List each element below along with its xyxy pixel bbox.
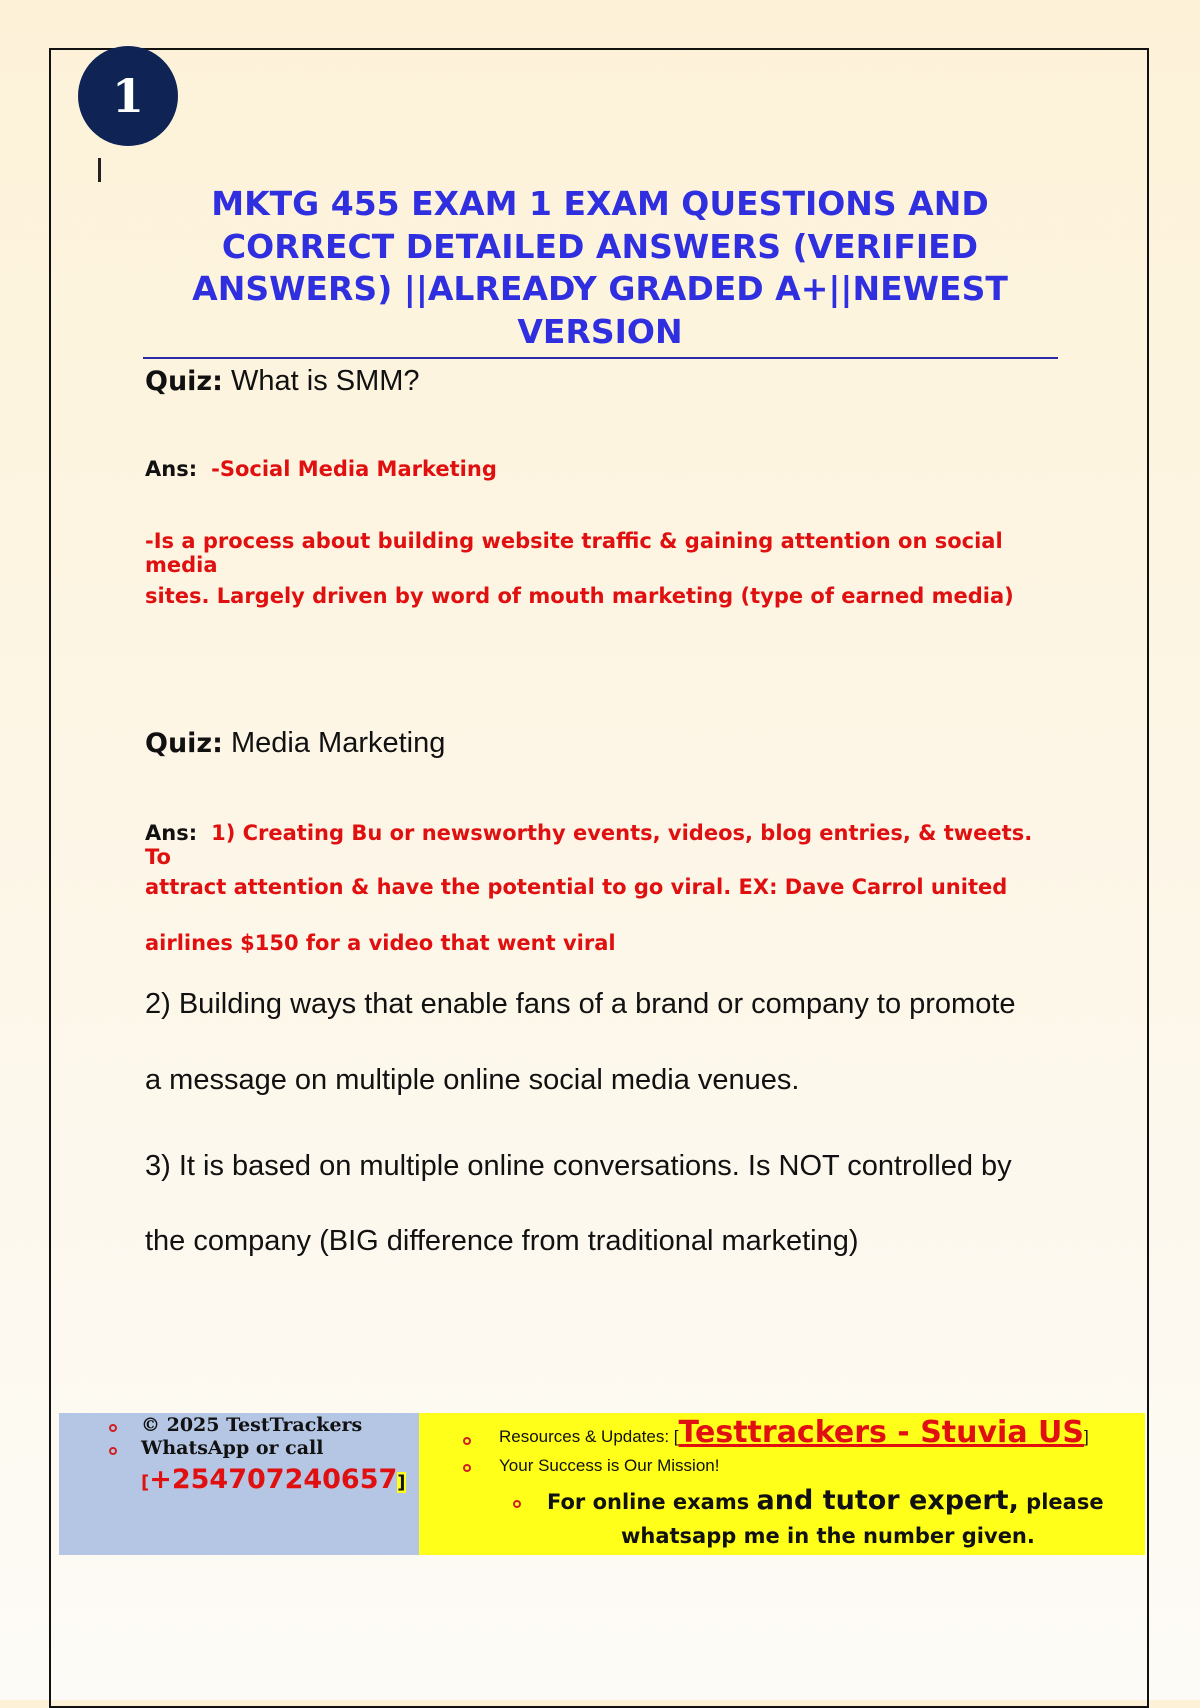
bullet-icon xyxy=(463,1464,471,1472)
footer-phone[interactable] xyxy=(141,1464,406,1495)
page-number-badge xyxy=(78,46,178,146)
answer-2-text-1: 1) Creating Bu or newsworthy events, videos, blog entries, & tweets. To xyxy=(145,821,1033,869)
answer-1-text-1: -Social Media Marketing xyxy=(211,457,497,481)
resources-bracket-close: ] xyxy=(1084,1427,1089,1446)
quiz-prefix: Quiz: xyxy=(145,366,223,397)
answer-1-line-2: -Is a process about building website traffic & gaining attention on social media xyxy=(145,529,1003,577)
promo-text-b: and tutor expert, xyxy=(756,1485,1019,1516)
answer-2-line-2: attract attention & have the potential to go viral. EX: Dave Carrol united xyxy=(145,875,1008,899)
footer-promo-line-2: whatsapp me in the number given. xyxy=(621,1524,1035,1548)
quiz-2-question: Media Marketing xyxy=(231,727,446,759)
quiz-prefix: Quiz: xyxy=(145,728,223,759)
phone-bracket-close: ] xyxy=(397,1472,406,1493)
answer-2-paragraph-3-line-2: the company (BIG difference from traditional marketing) xyxy=(145,1225,859,1257)
footer-contact-box xyxy=(59,1413,419,1555)
bullet-icon xyxy=(513,1500,521,1508)
answer-1-line-1 xyxy=(145,457,1065,481)
phone-number[interactable]: +254707240657 xyxy=(149,1464,398,1495)
phone-bracket-open: [ xyxy=(141,1472,150,1493)
footer-resources xyxy=(499,1415,1089,1450)
document-title: MKTG 455 EXAM 1 EXAM QUESTIONS AND CORRECT DETAILED ANSWERS (VERIFIED ANSWERS) ||ALREADY GRADED A+||NEWEST VERSION xyxy=(192,184,1008,351)
page-number: 1 xyxy=(111,69,144,123)
text-cursor xyxy=(98,158,101,182)
bullet-icon xyxy=(109,1447,117,1455)
answer-2-paragraph-3-line-1: 3) It is based on multiple online conversations. Is NOT controlled by xyxy=(145,1150,1012,1182)
quiz-2 xyxy=(145,727,445,760)
footer-promo-box xyxy=(419,1413,1145,1555)
bullet-icon xyxy=(109,1424,117,1432)
promo-text-a: For online exams xyxy=(547,1490,757,1514)
answer-2-paragraph-2-line-1: 2) Building ways that enable fans of a brand or company to promote xyxy=(145,988,1016,1020)
answer-2-paragraph-2-line-2: a message on multiple online social media venues. xyxy=(145,1064,800,1096)
answer-1-line-3: sites. Largely driven by word of mouth marketing (type of earned media) xyxy=(145,584,1014,608)
answer-prefix: Ans: xyxy=(145,821,198,845)
footer-copyright: © 2025 TestTrackers xyxy=(141,1414,363,1436)
footer-mission: Your Success is Our Mission! xyxy=(499,1456,720,1475)
bullet-icon xyxy=(463,1437,471,1445)
footer-whatsapp-label: WhatsApp or call xyxy=(141,1437,324,1459)
title-divider xyxy=(143,357,1058,359)
resources-label: Resources & Updates: [ xyxy=(499,1427,679,1446)
answer-2-line-1 xyxy=(145,821,1065,869)
resources-link[interactable]: Testtrackers - Stuvia US xyxy=(678,1415,1084,1450)
quiz-1-question: What is SMM? xyxy=(231,365,420,397)
answer-2-line-3: airlines $150 for a video that went viral xyxy=(145,931,616,955)
footer-promo-line-1 xyxy=(547,1485,1104,1516)
quiz-1 xyxy=(145,365,420,398)
answer-prefix: Ans: xyxy=(145,457,198,481)
promo-text-c: please xyxy=(1018,1490,1104,1514)
